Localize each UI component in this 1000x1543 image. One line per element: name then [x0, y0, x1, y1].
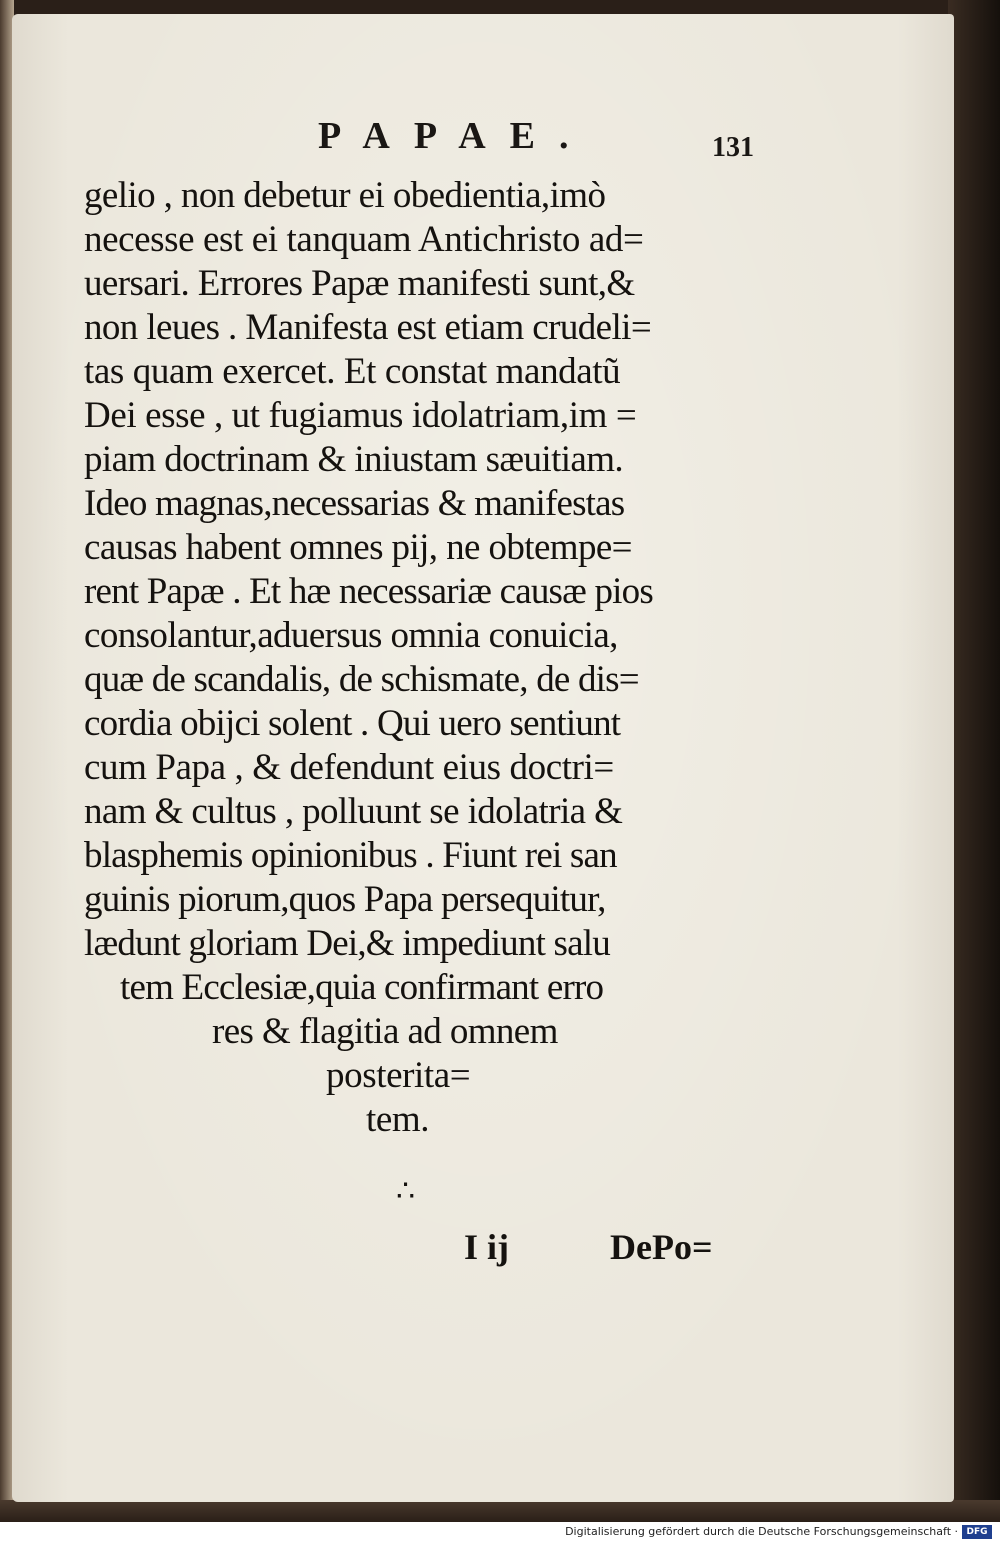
text-line: blasphemis opinionibus . Fiunt rei san	[84, 835, 617, 876]
catchword-line	[12, 1226, 954, 1276]
text-line: rent Papæ . Et hæ necessariæ causæ pios	[84, 571, 653, 612]
signature-mark: I ij	[464, 1227, 509, 1267]
book-page	[12, 14, 954, 1502]
text-line: tem Ecclesiæ,quia confirmant erro	[120, 967, 604, 1008]
text-line: necesse est ei tanquam Antichristo ad=	[84, 219, 644, 260]
text-line: cum Papa , & defendunt eius doctri=	[84, 747, 614, 788]
text-line: tas quam exercet. Et constat mandatũ	[84, 351, 621, 392]
book-edge-right	[948, 0, 1000, 1522]
funding-credit: Digitalisierung gefördert durch die Deutsche Forschungsgemeinschaft ·	[565, 1525, 958, 1538]
text-line: piam doctrinam & iniustam sæuitiam.	[84, 439, 624, 480]
text-line: causas habent omnes pij, ne obtempe=	[84, 527, 632, 568]
text-line: uersari. Errores Papæ manifesti sunt,&	[84, 263, 635, 304]
text-line: posterita=	[326, 1055, 471, 1096]
text-line: cordia obijci solent . Qui uero sentiunt	[84, 703, 621, 744]
text-line: tem.	[366, 1099, 430, 1140]
running-head: PAPAE.	[318, 115, 593, 157]
text-line: nam & cultus , polluunt se idolatria &	[84, 791, 623, 832]
fleuron-ornament: ∴	[396, 1175, 416, 1208]
text-line: quæ de scandalis, de schismate, de dis=	[84, 659, 639, 700]
text-line: lædunt gloriam Dei,& impediunt salu	[84, 923, 610, 964]
digitization-footer	[0, 1522, 1000, 1543]
text-line: gelio , non debetur ei obedientia,imò	[84, 175, 606, 216]
catchword: DePo=	[610, 1227, 713, 1267]
page-number: 131	[712, 132, 754, 163]
text-line: res & flagitia ad omnem	[212, 1011, 558, 1052]
text-line: consolantur,aduersus omnia conuicia,	[84, 615, 618, 656]
book-edge-bottom	[0, 1500, 1000, 1522]
text-line: Dei esse , ut fugiamus idolatriam,im =	[84, 395, 637, 436]
dfg-logo: DFG	[962, 1525, 992, 1539]
text-line: Ideo magnas,necessarias & manifestas	[84, 483, 625, 524]
text-line: guinis piorum,quos Papa persequitur,	[84, 879, 606, 920]
text-line: non leues . Manifesta est etiam crudeli=	[84, 307, 652, 348]
